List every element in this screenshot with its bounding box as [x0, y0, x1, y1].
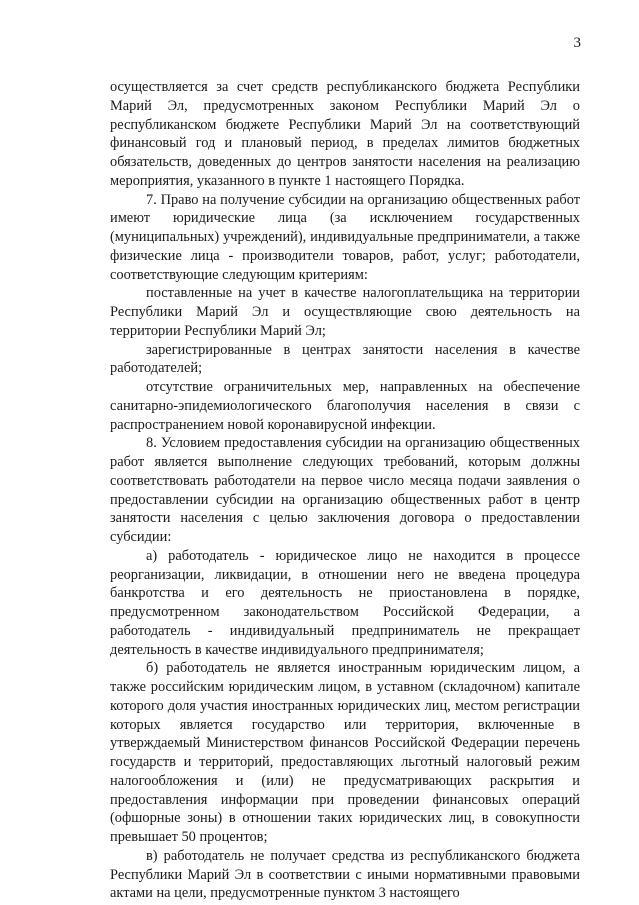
- paragraph-item-8: 8. Условием предоставления субсидии на организацию общественных работ является выполнение следующих требований, которым должны соответствовать работодатели на первое число месяца подачи заявления о предоставлении субсидии на организацию общественных работ в центр занятости населения с целью заключения договора о предоставлении субсидии:: [110, 435, 580, 545]
- paragraph-continuation: осуществляется за счет средств республиканского бюджета Республики Марий Эл, предусмотренных законом Республики Марий Эл о республиканском бюджете Республики Марий Эл на соответствующий финансовый год и плановый период, в пределах лимитов бюджетных обязательств, доведенных до центров занятости населения на реализацию мероприятия, указанного в пункте 1 настоящего Порядка.: [110, 79, 580, 189]
- page-number: 3: [573, 35, 581, 51]
- requirement-a: а) работодатель - юридическое лицо не находится в процессе реорганизации, ликвидации, в отношении него не введена процедура банкротства и его деятельность не приостановлена в порядке, предусмотренном законодательством Российской Федерации, а работодатель - индивидуальный предприниматель не прекращает деятельность в качестве индивидуального предпринимателя;: [110, 547, 580, 658]
- criterion-no-restrictions: отсутствие ограничительных мер, направленных на обеспечение санитарно-эпидемиологического благополучия населения в связи с распространением новой коронавирусной инфекции.: [110, 379, 580, 433]
- document-body: [110, 78, 580, 903]
- criterion-tax-registration: поставленные на учет в качестве налогоплательщика на территории Республики Марий Эл и осуществляющие свою деятельность на территории Республики Марий Эл;: [110, 285, 580, 339]
- requirement-b: б) работодатель не является иностранным юридическим лицом, а также российским юридическим лицом, в уставном (складочном) капитале которого доля участия иностранных юридических лиц, местом регистрации которых является государство или территория, включенные в утверждаемый Министерством финансов Российской Федерации перечень государств и территорий, предоставляющих льготный налоговый режим налогообложения и (или) не предусматривающих раскрытия и предоставления информации при проведении финансовых операций (офшорные зоны) в отношении таких юридических лиц, в совокупности превышает 50 процентов;: [110, 660, 580, 845]
- criterion-employment-center: зарегистрированные в центрах занятости населения в качестве работодателей;: [110, 341, 580, 377]
- paragraph-item-7: 7. Право на получение субсидии на организацию общественных работ имеют юридические лица (за исключением государственных (муниципальных) учреждений), индивидуальные предприниматели, а также физические лица - производители товаров, работ, услуг; работодатели, соответствующие следующим критериям:: [110, 191, 580, 283]
- requirement-c: в) работодатель не получает средства из республиканского бюджета Республики Марий Эл в соответствии с иными нормативными правовыми актами на цели, предусмотренные пунктом 3 настоящего: [110, 847, 580, 902]
